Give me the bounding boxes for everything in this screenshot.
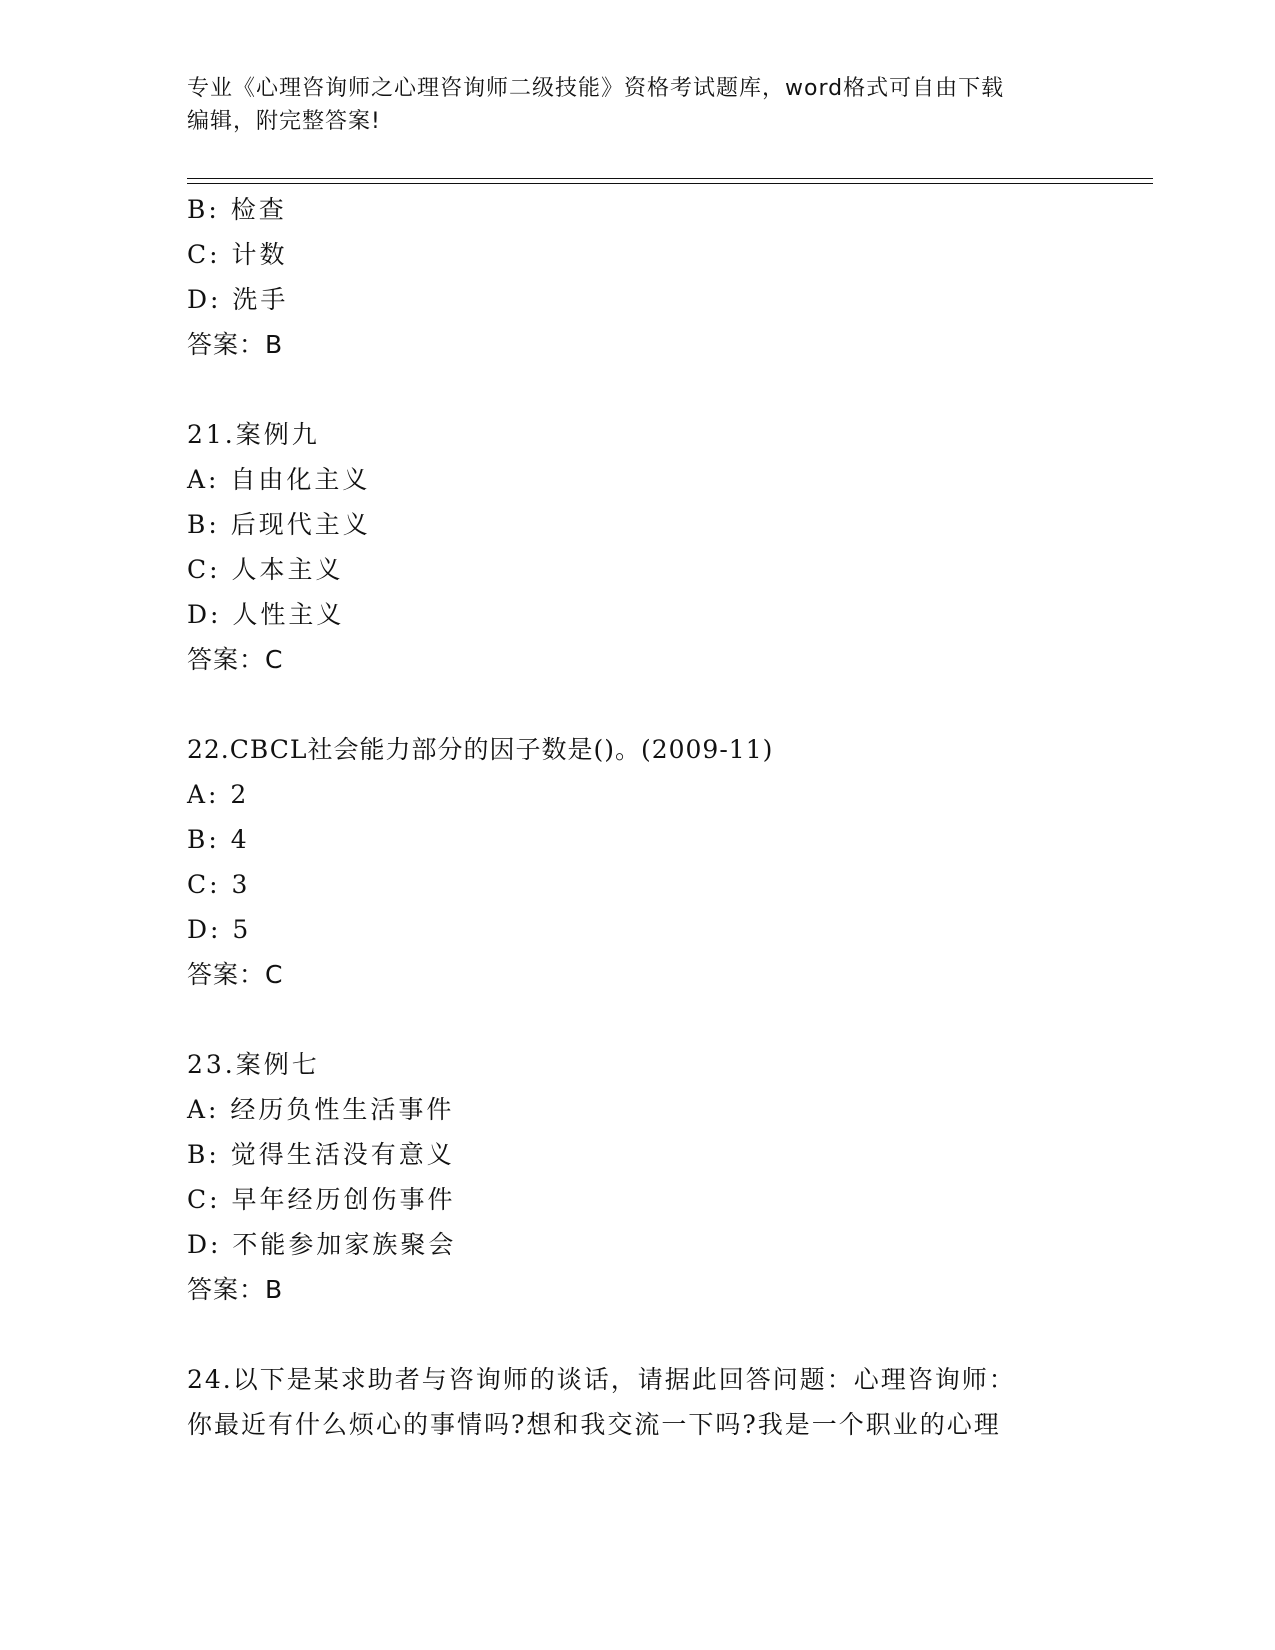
q23-option-a: A: 经历负性生活事件	[187, 1095, 455, 1124]
q21-option-a: A: 自由化主义	[187, 465, 371, 494]
q20-option-b: B: 检查	[187, 195, 287, 224]
q22-question: 22.CBCL社会能力部分的因子数是()。(2009-11)	[187, 735, 774, 764]
q23-option-c: C: 早年经历创伤事件	[187, 1185, 456, 1214]
q24-question-line-2: 你最近有什么烦心的事情吗?想和我交流一下吗?我是一个职业的心理	[187, 1410, 1001, 1439]
q21-option-d: D: 人性主义	[187, 600, 345, 629]
q22-answer: 答案：C	[187, 960, 284, 989]
q21-option-c: C: 人本主义	[187, 555, 344, 584]
q22-option-b: B: 4	[187, 825, 250, 854]
q20-answer: 答案：B	[187, 330, 284, 359]
header-line-1: 专业《心理咨询师之心理咨询师二级技能》资格考试题库，word格式可自由下载	[187, 76, 1005, 101]
q22-option-a: A: 2	[187, 780, 250, 809]
header-line-2: 编辑，附完整答案!	[187, 109, 381, 134]
q22-option-d: D: 5	[187, 915, 252, 944]
q24-question-line-1: 24.以下是某求助者与咨询师的谈话，请据此回答问题：心理咨询师：	[187, 1365, 1016, 1394]
document-header	[187, 72, 1067, 138]
q21-option-b: B: 后现代主义	[187, 510, 371, 539]
q21-question: 21.案例九	[187, 420, 320, 449]
q20-option-c: C: 计数	[187, 240, 288, 269]
q20-option-d: D: 洗手	[187, 285, 289, 314]
q23-answer: 答案：B	[187, 1275, 284, 1304]
q22-option-c: C: 3	[187, 870, 251, 899]
header-divider-top	[187, 178, 1153, 179]
q21-answer: 答案：C	[187, 645, 284, 674]
q23-question: 23.案例七	[187, 1050, 320, 1079]
q23-option-b: B: 觉得生活没有意义	[187, 1140, 455, 1169]
q23-option-d: D: 不能参加家族聚会	[187, 1230, 457, 1259]
header-divider-bottom	[187, 183, 1153, 184]
